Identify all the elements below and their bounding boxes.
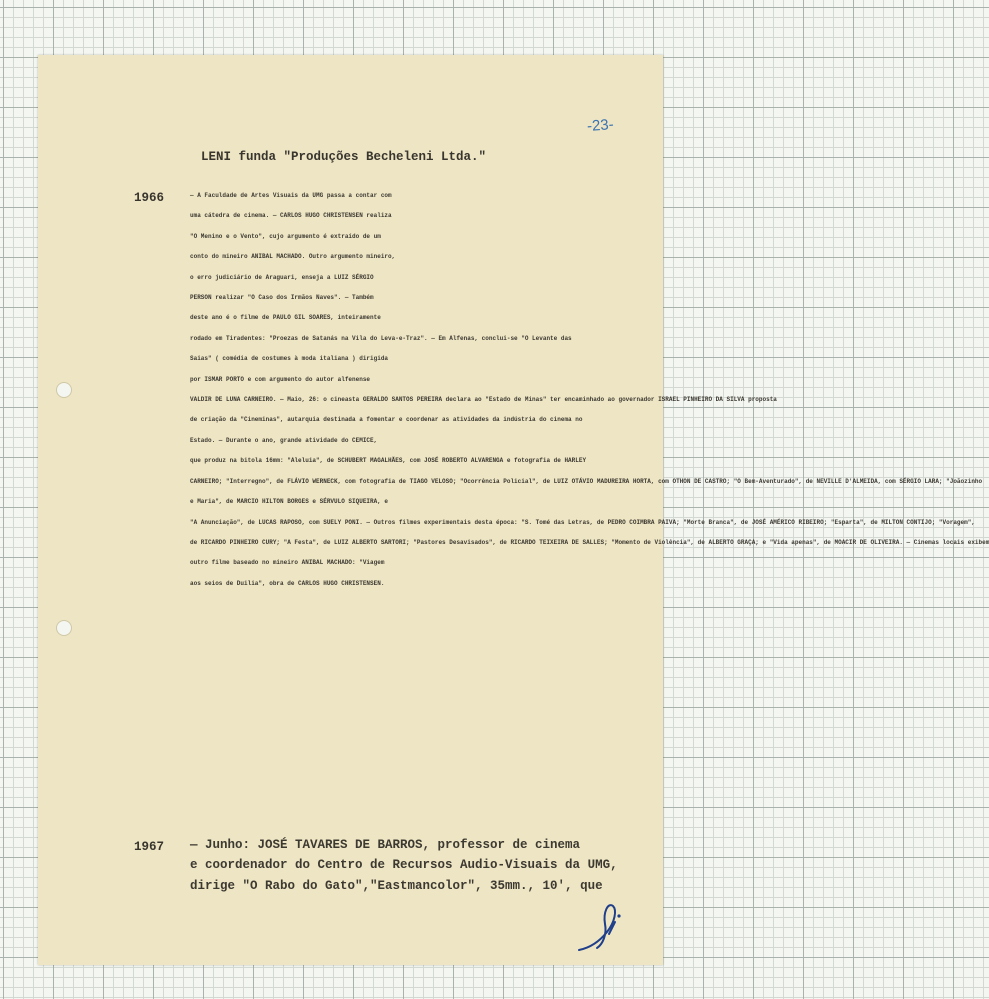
text-line: PERSON realizar "O Caso dos Irmãos Naves". — Também: [190, 294, 374, 302]
text-line: deste ano é o filme de PAULO GIL SOARES, inteiramente: [190, 314, 381, 322]
typewritten-page: [38, 55, 989, 965]
text-line: e coordenador do Centro de Recursos Audio-Visuais da UMG,: [190, 858, 618, 873]
text-line: dirige "O Rabo do Gato","Eastmancolor", 35mm., 10', que: [190, 878, 603, 893]
year-label: 1966: [134, 191, 165, 205]
text-line: por ISMAR PORTO e com argumento do autor alfenense: [190, 375, 371, 383]
text-line: de RICARDO PINHEIRO CURY; "A Festa", de LUIZ ALBERTO SARTORI; "Pastores Desavisados", de RICARDO TEIXEIRA DE SALLES; "Momento de Violência", de ALBERTO GRAÇA; e "Vida apenas", de MOACIR DE OLIVEIRA. — Cinemas locais exibem: [190, 538, 989, 546]
punch-hole: [56, 620, 72, 636]
punch-hole: [56, 382, 72, 398]
page-number: -23-: [586, 116, 615, 135]
text-line: — Junho: JOSÉ TAVARES DE BARROS, professor de cinema: [190, 838, 581, 852]
text-line: Saias" ( comédia de costumes à moda italiana ) dirigida: [190, 355, 389, 363]
text-line: e Maria", de MARCIO HILTON BORGES e SÉRVULO SIQUEIRA, e: [190, 498, 389, 506]
year-label: 1967: [134, 840, 165, 854]
entry-text: [190, 186, 989, 594]
text-line: "A Anunciação", de LUCAS RAPOSO, com SUELY PONI. — Outros filmes experimentais desta época: "S. Tomé das Letras, de PEDRO COIMBRA PAIVA; "Morte Branca", de JOSÉ AMÉRICO RIBEIRO; "Esparta", de MILTON CONTIJO; "Voragem",: [190, 518, 975, 526]
text-line: aos seios de Duilia", obra de CARLOS HUGO CHRISTENSEN.: [190, 579, 385, 587]
text-line: uma cátedra de cinema. — CARLOS HUGO CHRISTENSEN realiza: [190, 212, 392, 220]
text-line: "O Menino e o Vento", cujo argumento é extraído de um: [190, 232, 381, 240]
text-line: VALDIR DE LUNA CARNEIRO. — Maio, 26: o cineasta GERALDO SANTOS PEREIRA declara ao "Estado de Minas" ter encaminhado ao governador ISRAEL PINHEIRO DA SILVA proposta: [190, 396, 777, 404]
text-line: outro filme baseado no mineiro ANIBAL MACHADO: "Viagem: [190, 559, 385, 567]
text-line: de criação da "Cineminas", autarquia destinada a fomentar e coordenar as atividades da indústria do cinema no: [190, 416, 583, 424]
text-line: que produz na bitola 16mm: "Aleluia", de SCHUBERT MAGALHÃES, com JOSÉ ROBERTO ALVARENGA e fotografia de HARLEY: [190, 457, 587, 465]
text-line: o erro judiciário de Araguari, enseja a LUIZ SÉRGIO: [190, 273, 374, 281]
text-line: Estado. — Durante o ano, grande atividade do CEMICE,: [190, 436, 378, 444]
text-line: conto do mineiro ANIBAL MACHADO. Outro argumento mineiro,: [190, 253, 396, 261]
entry-text: [190, 835, 618, 896]
text-line: rodado em Tiradentes: "Proezas de Satanás na Vila do Leva-e-Traz". — Em Alfenas, conclui-se "O Levante das: [190, 334, 572, 342]
signature-mark: [575, 898, 635, 958]
text-line: — A Faculdade de Artes Visuais da UMG passa a contar com: [190, 192, 392, 199]
text-line: CARNEIRO; "Interregno", de FLÁVIO WERNECK, com fotografia de TIAGO VELOSO; "Ocorrência Policial", de LUIZ OTÁVIO MADUREIRA HORTA, com OTHON DE CASTRO; "O Bem-Aventurado", de NEVILLE D'ALMEIDA, com SÉRGIO LARA; "Joãozinho: [190, 477, 983, 485]
heading: LENI funda "Produções Becheleni Ltda.": [201, 150, 487, 164]
